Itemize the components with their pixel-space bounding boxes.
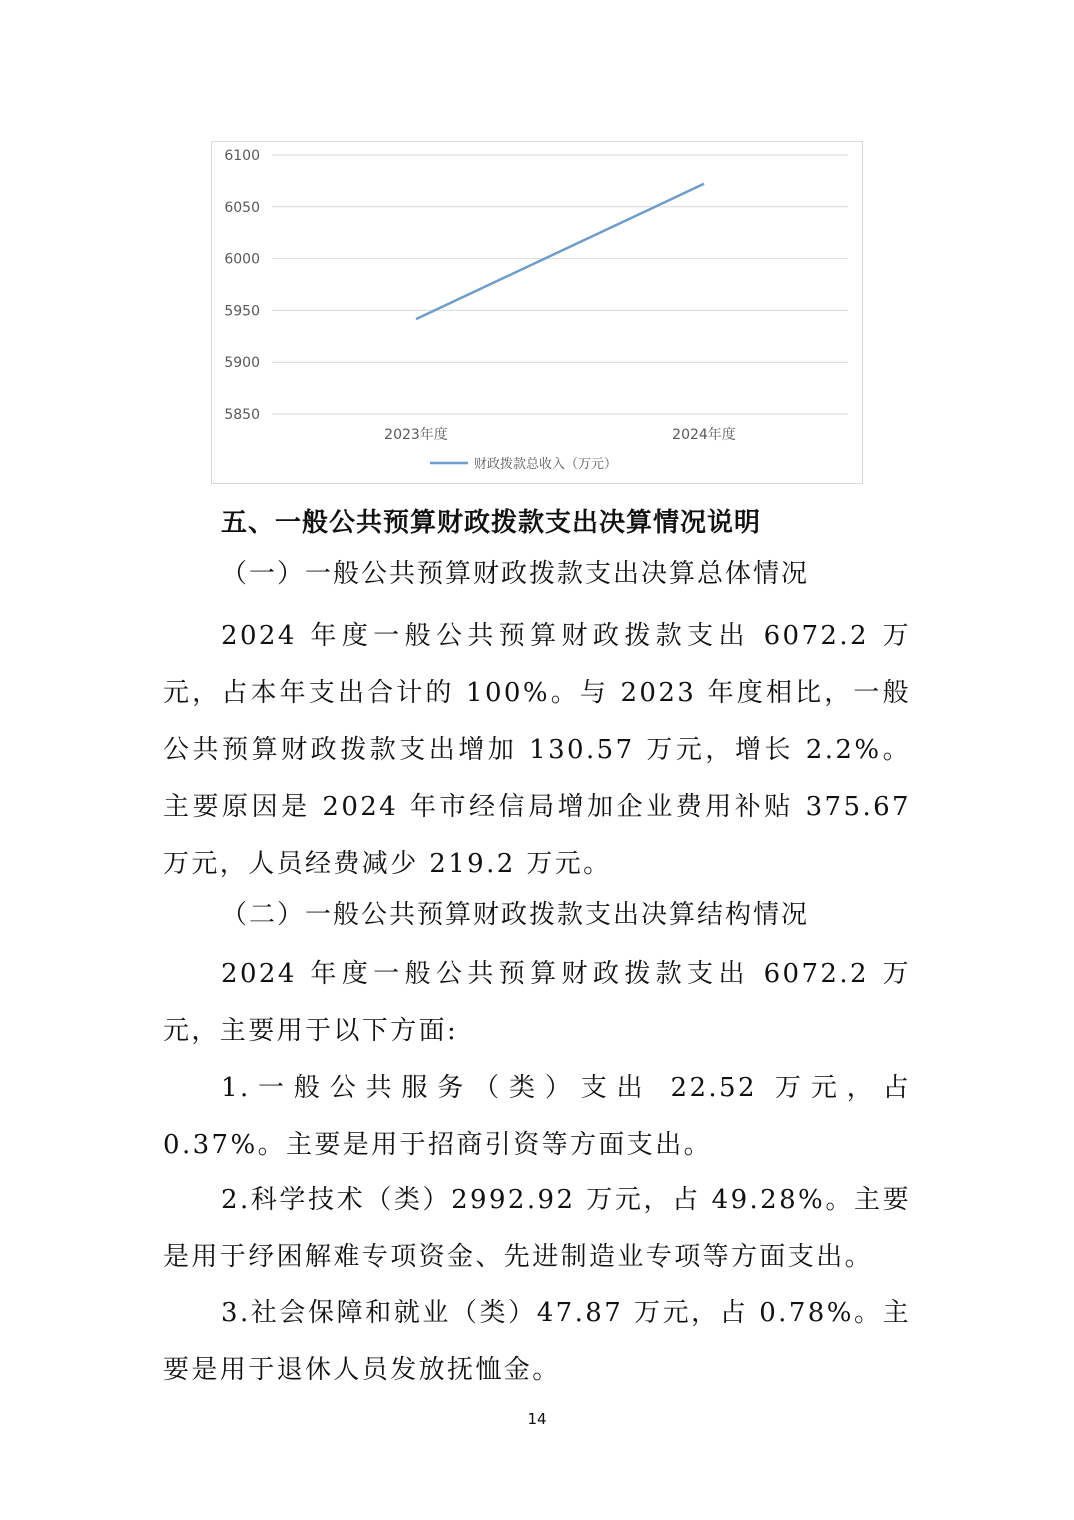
legend-label: 财政拨款总收入（万元） — [474, 457, 618, 472]
y-tick-label: 5950 — [224, 303, 260, 320]
y-tick-label: 5850 — [224, 407, 260, 423]
list-item-2: 2.科学技术（类）2992.92 万元，占 49.28%。主要是用于纾困解难专项资金、先进制造业专项等方面支出。 — [163, 1185, 911, 1272]
series-line — [416, 184, 704, 319]
section-heading: 五、一般公共预算财政拨款支出决算情况说明 — [221, 508, 762, 538]
y-tick-label: 6000 — [224, 251, 260, 268]
y-tick-label: 6100 — [224, 148, 260, 164]
x-tick-label: 2023年度 — [384, 427, 448, 443]
section2-title: （二）一般公共预算财政拨款支出决算结构情况 — [221, 900, 810, 930]
line-chart — [211, 141, 863, 484]
section1-paragraph: 2024 年度一般公共预算财政拨款支出 6072.2 万元，占本年支出合计的 100%。与 2023 年度相比，一般公共预算财政拨款支出增加 130.57 万元，增长 2.2%。主要原因是 2024 年市经信局增加企业费用补贴 375.67 万元，人员经费减少 219.2 万元。 — [163, 621, 911, 879]
page-number: 14 — [527, 1410, 547, 1428]
y-tick-label: 5900 — [224, 355, 260, 372]
section2-paragraph: 2024 年度一般公共预算财政拨款支出 6072.2 万元，主要用于以下方面: — [163, 959, 911, 1046]
list-item-1: 1.一般公共服务（类）支出 22.52 万元，占 0.37%。主要是用于招商引资等方面支出。 — [163, 1073, 911, 1160]
chart-svg — [212, 142, 864, 485]
x-tick-label: 2024年度 — [672, 427, 736, 443]
list-item-3: 3.社会保障和就业（类）47.87 万元，占 0.78%。主要是用于退休人员发放抚恤金。 — [163, 1298, 911, 1385]
y-tick-label: 6050 — [224, 199, 260, 216]
section1-title: （一）一般公共预算财政拨款支出决算总体情况 — [221, 559, 810, 589]
